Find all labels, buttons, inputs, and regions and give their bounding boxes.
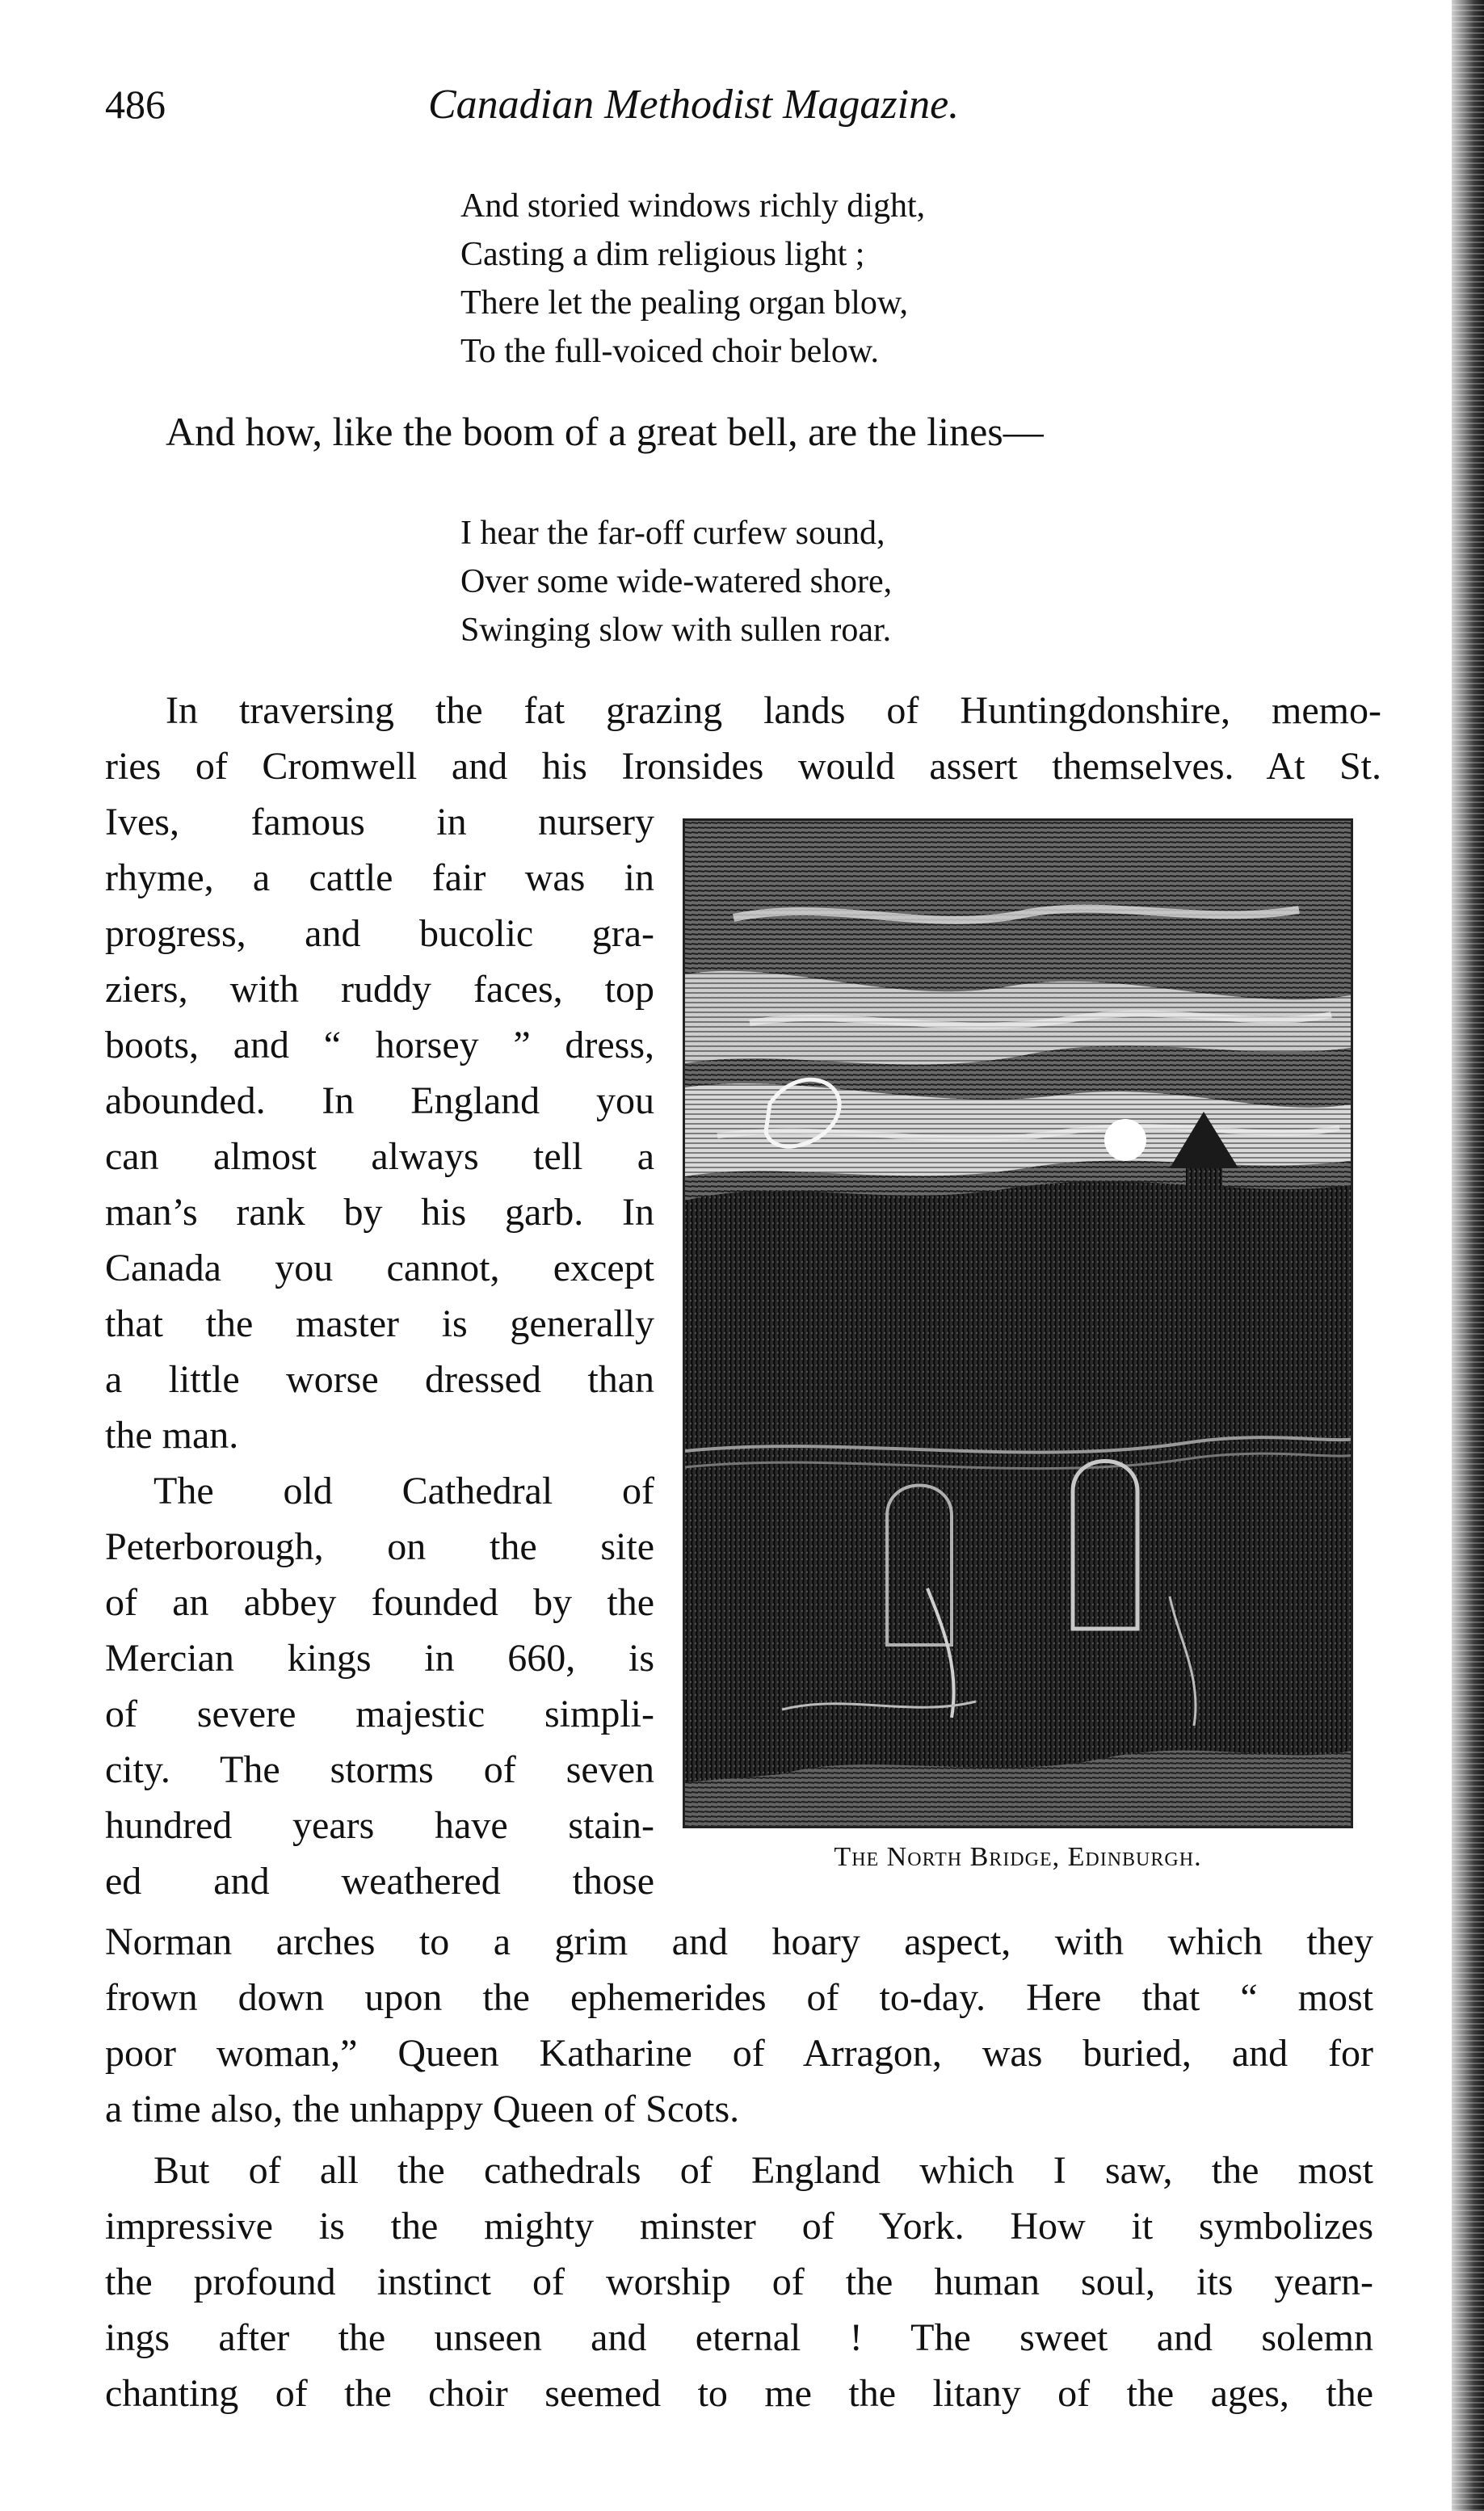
text-line: boots, and “ horsey ” dress,	[105, 1024, 654, 1066]
text-line: rhyme, a cattle fair was in	[105, 856, 654, 899]
text-line: of an abbey founded by the	[105, 1581, 654, 1624]
figure-caption: The North Bridge, Edinburgh.	[834, 1842, 1202, 1872]
page-header	[105, 81, 1099, 145]
text-line: Mercian kings in 660, is	[105, 1637, 654, 1680]
paragraph-1-full-width	[105, 683, 1381, 794]
text-line: But of all the cathedrals of England which I saw, the most	[153, 2149, 1373, 2192]
verse-line: And storied windows richly dight,	[460, 187, 926, 225]
text-line: hundred years have stain-	[105, 1804, 654, 1847]
engraving-illustration	[683, 818, 1353, 1828]
text-line: poor woman,” Queen Katharine of Arragon, was buried, and for	[105, 2032, 1373, 2075]
text-line: ries of Cromwell and his Ironsides would assert themselves. At St.	[105, 745, 1381, 788]
text-line: that the master is generally	[105, 1302, 654, 1345]
text-line: the man.	[105, 1414, 239, 1457]
text-line: of severe majestic simpli-	[105, 1693, 654, 1735]
text-line: Canada you cannot, except	[105, 1247, 654, 1289]
text-line: Norman arches to a grim and hoary aspect, with which they	[105, 1920, 1373, 1963]
text-line: In traversing the fat grazing lands of Huntingdonshire, memo-	[166, 689, 1381, 732]
text-line: a time also, the unhappy Queen of Scots.	[105, 2088, 740, 2130]
text-line: chanting of the choir seemed to me the litany of the ages, the	[105, 2372, 1373, 2415]
text-line: ings after the unseen and eternal ! The sweet and solemn	[105, 2316, 1373, 2359]
text-line: can almost always tell a	[105, 1135, 654, 1178]
text-line: city. The storms of seven	[105, 1748, 654, 1791]
paragraph-2-full-width	[105, 1914, 1373, 2137]
left-text-column	[105, 794, 654, 1909]
page-edge-shadow	[1452, 0, 1484, 2511]
text-line: ed and weathered those	[105, 1860, 654, 1903]
text-line: a little worse dressed than	[105, 1358, 654, 1401]
text-line: Peterborough, on the site	[105, 1525, 654, 1568]
verse-line: Over some wide-watered shore,	[460, 563, 893, 600]
text-line: Ives, famous in nursery	[105, 801, 654, 843]
text-line: the profound instinct of worship of the human soul, its yearn-	[105, 2261, 1373, 2303]
text-line: progress, and bucolic gra-	[105, 912, 654, 955]
text-line: frown down upon the ephemerides of to-day. Here that “ most	[105, 1976, 1373, 2019]
paragraph-3	[105, 2143, 1373, 2421]
text-line: ziers, with ruddy faces, top	[105, 968, 654, 1011]
verse-line: There let the pealing organ blow,	[460, 284, 908, 322]
text-line: impressive is the mighty minster of York. How it symbolizes	[105, 2205, 1373, 2248]
verse-line: Casting a dim religious light ;	[460, 236, 865, 273]
text-line: man’s rank by his garb. In	[105, 1191, 654, 1234]
verse-line: To the full-voiced choir below.	[460, 333, 880, 370]
page-number: 486	[105, 82, 166, 127]
verse-quotation-1	[460, 182, 925, 376]
engraving-artwork	[685, 821, 1353, 1828]
running-title: Canadian Methodist Magazine.	[428, 82, 960, 128]
verse-quotation-2	[460, 509, 892, 654]
intro-sentence: And how, like the boom of a great bell, are the lines—	[166, 409, 1044, 454]
verse-line: I hear the far-off curfew sound,	[460, 515, 885, 552]
text-line: The old Cathedral of	[153, 1470, 654, 1512]
verse-line: Swinging slow with sullen roar.	[460, 612, 892, 649]
text-line: abounded. In England you	[105, 1079, 654, 1122]
